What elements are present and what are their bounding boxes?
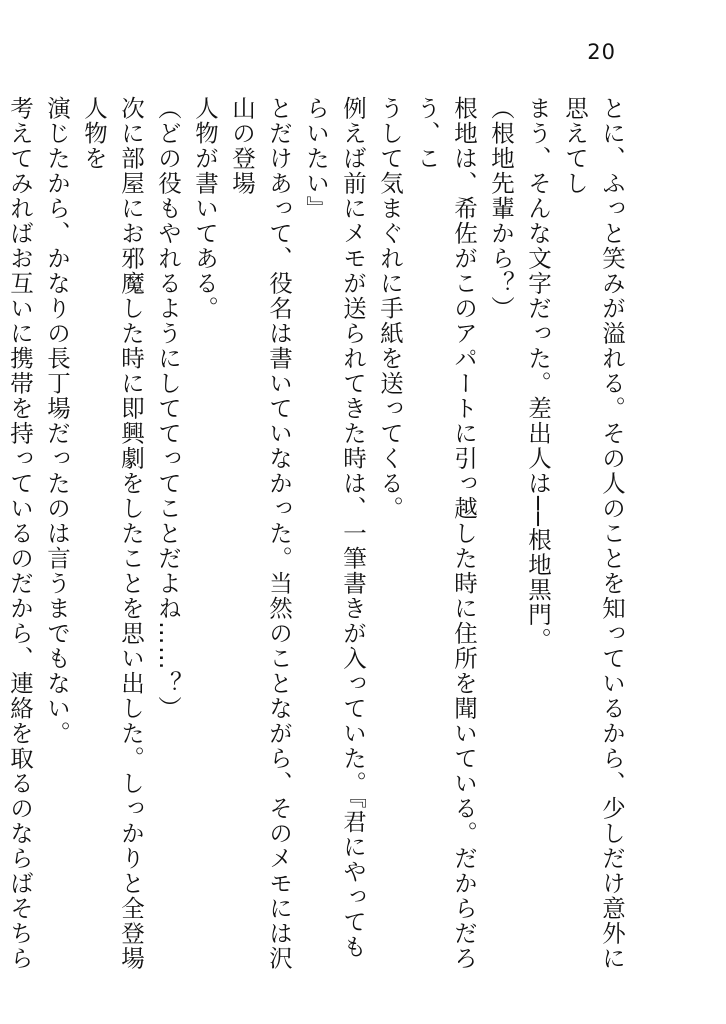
text-line: 例えば前にメモが送られてきた時は、一筆書きが入っていた。『君にやってもらいたい』 [302,96,367,960]
text-line: 考えてみればお互いに携帯を持っているのだから、連絡を取るのならばそちら [6,96,34,971]
text-line: とだけあって、役名は書いていなかった。当然のことながら、そのメモには沢山の登場 [228,96,293,971]
text-line: まう、そんな文字だった。差出人は──根地黒門。 [524,96,552,653]
vertical-text-body [0,96,630,976]
text-line: 次に部屋にお邪魔した時に即興劇をしたことを思い出した。しっかりと全登場人物を [80,96,145,971]
page-number: 20 [587,40,616,64]
text-line: うして気まぐれに手紙を送ってくる。 [376,96,404,521]
text-line: 人物が書いてある。 [191,96,219,321]
text-line: とに、ふっと笑みが溢れる。その人のことを知っているから、少しだけ意外に思えてし [561,96,626,971]
text-line: 演じたから、かなりの長丁場だったのは言うまでもない。 [43,96,71,746]
text-line: （根地先輩から？） [487,96,515,321]
text-line: （どの役もやれるようにしててってことだよね……？） [154,96,182,721]
text-line: 根地は、希佐がこのアパートに引っ越した時に住所を聞いている。だからだろう、こ [413,96,478,971]
